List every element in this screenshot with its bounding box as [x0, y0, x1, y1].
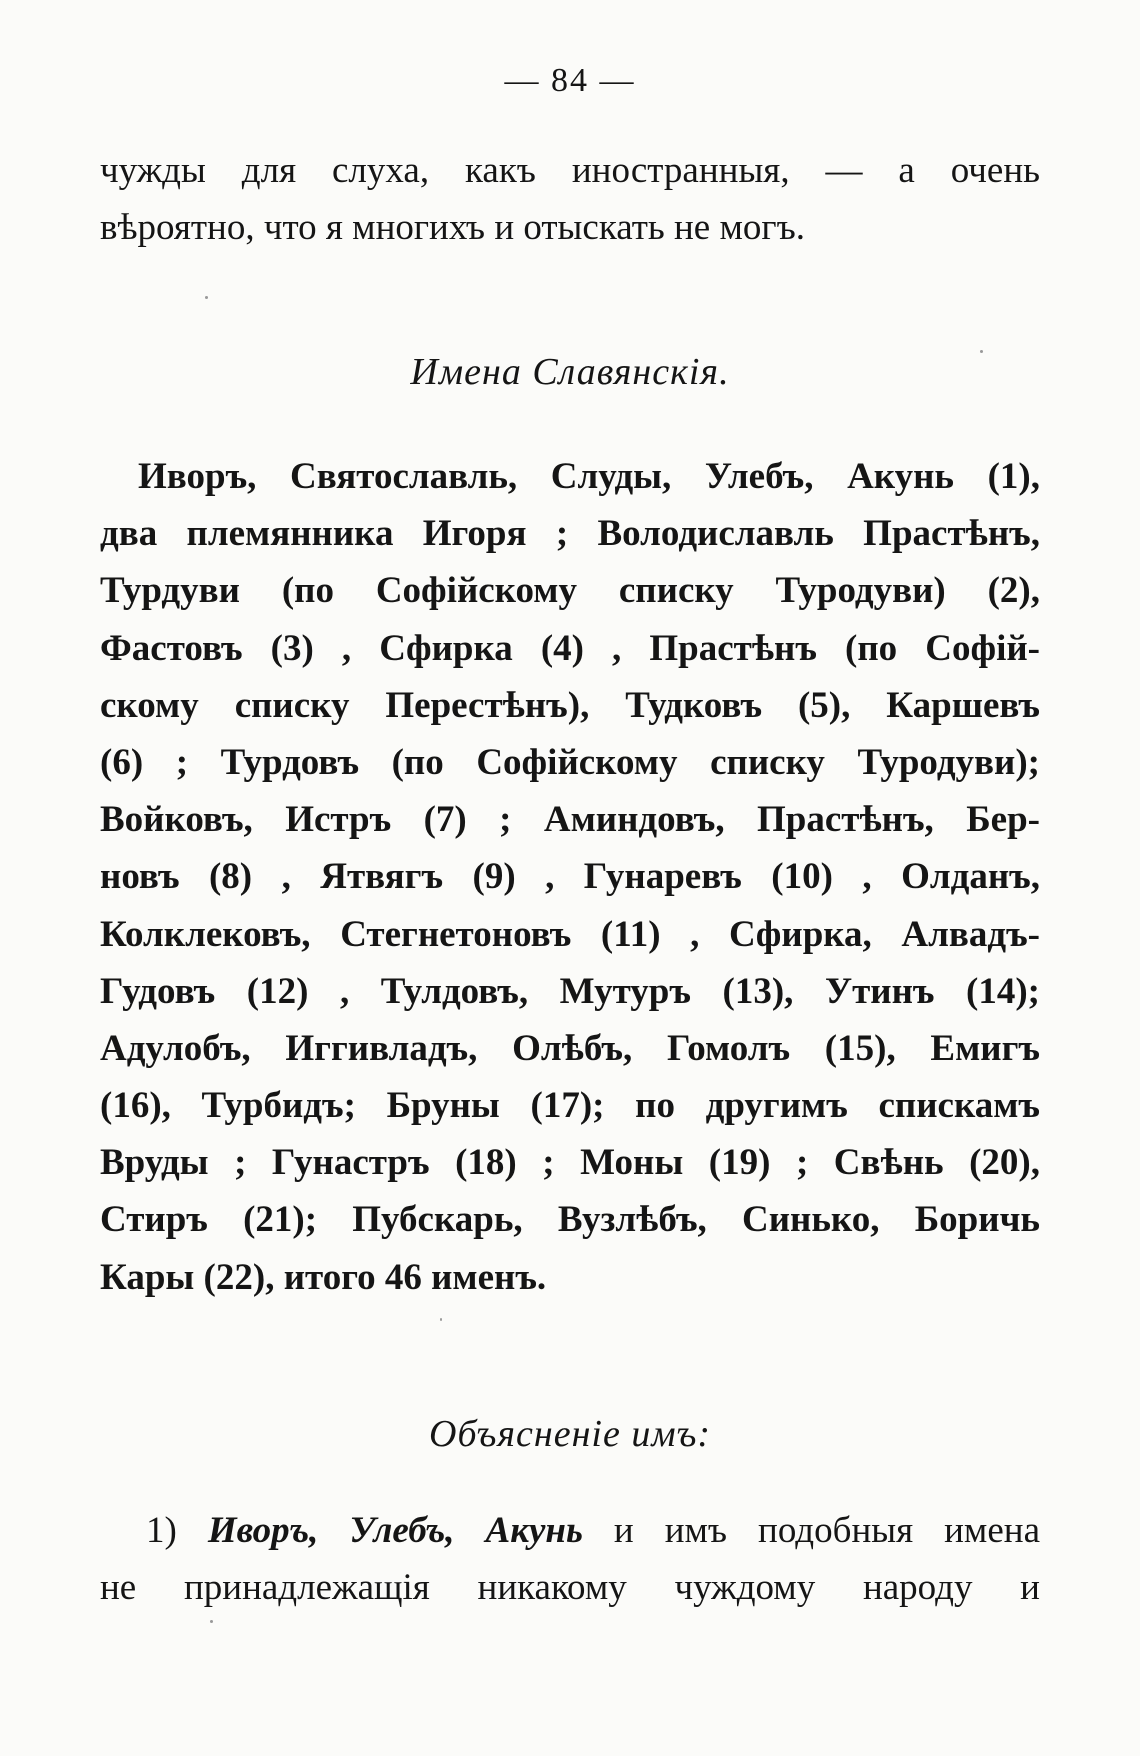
footnote-number: 1)	[146, 1510, 208, 1551]
intro-paragraph	[100, 142, 1040, 256]
explanation-text: и имъ подобныя имена	[582, 1510, 1040, 1551]
section-heading-slavic-names: Имена Славянскія.	[410, 351, 730, 393]
intro-line: вѣроятно, что я многихъ и отыскать не могъ.	[100, 207, 805, 248]
names-line: Кары (22), итого 46 именъ.	[100, 1256, 547, 1298]
explanation-line	[100, 1502, 1040, 1559]
print-speck	[980, 350, 983, 353]
explanation-paragraph	[100, 1502, 1040, 1616]
names-line: два племянника Игоря ; Володиславль Прастѣнъ,	[100, 513, 1040, 555]
section-heading-explanation: Объясненіе имъ:	[429, 1413, 711, 1455]
print-speck	[205, 296, 208, 299]
names-line: Иворъ, Святославль, Слуды, Улебъ, Акунь (1),	[138, 456, 1040, 497]
italic-names: Иворъ, Улебъ, Акунь	[207, 1510, 583, 1551]
names-line: Адулобъ, Иггивладъ, Олѣбъ, Гомолъ (15), Емигъ	[100, 1027, 1040, 1069]
print-speck	[440, 1318, 442, 1321]
names-line: Фастовъ (3) , Сфирка (4) , Прастѣнъ (по Софій-	[100, 627, 1040, 669]
names-line: Вруды ; Гунастръ (18) ; Моны (19) ; Свѣнь (20),	[100, 1142, 1040, 1184]
names-line: Колклековъ, Стегнетоновъ (11) , Сфирка, Алвадъ-	[100, 913, 1040, 955]
names-line: скому списку Перестѣнъ), Тудковъ (5), Каршевъ	[100, 684, 1040, 726]
names-paragraph	[100, 448, 1040, 1306]
print-speck	[210, 1620, 213, 1623]
names-line: (16), Турбидъ; Бруны (17); по другимъ спискамъ	[100, 1085, 1040, 1127]
intro-line: чужды для слуха, какъ иностранныя, — а очень	[100, 150, 1040, 191]
names-line: (6) ; Турдовъ (по Софійскому списку Туродуви);	[100, 741, 1040, 783]
page-number: — 84 —	[504, 62, 636, 99]
names-line: новъ (8) , Ятвягъ (9) , Гунаревъ (10) , Олданъ,	[100, 856, 1040, 898]
names-line: Турдуви (по Софійскому списку Туродуви) (2),	[100, 570, 1040, 612]
explanation-line: не принадлежащія никакому чуждому народу и	[100, 1567, 1040, 1608]
names-line: Стиръ (21); Пубскарь, Вузлѣбъ, Синько, Боричь	[100, 1199, 1040, 1241]
names-line: Гудовъ (12) , Тулдовъ, Мутуръ (13), Утинъ (14);	[100, 970, 1040, 1012]
names-line: Войковъ, Истръ (7) ; Аминдовъ, Прастѣнъ, Бер-	[100, 799, 1040, 841]
